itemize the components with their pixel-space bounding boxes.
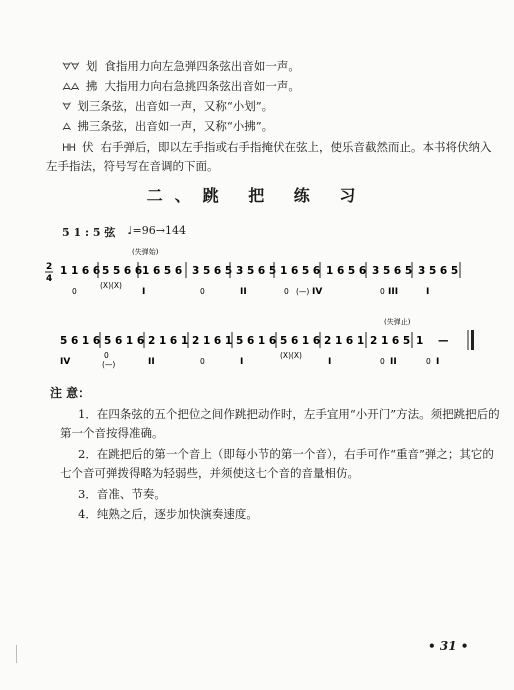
notes-title: 注 意： — [50, 386, 91, 400]
technique-desc: 拂三条弦，出音如一声，又称“小拂”。 — [77, 119, 274, 133]
position-mark: II — [240, 287, 247, 297]
technique-small-fu — [62, 118, 273, 134]
technique-desc: 大指用力向右急挑四条弦出音如一声。 — [104, 79, 300, 93]
measure-17: 2 1 6 5 — [370, 335, 411, 347]
position-mark: I — [426, 287, 430, 297]
annotation-start: (失弹始) — [132, 248, 159, 256]
page-number: • 31 • — [428, 639, 469, 653]
position-mark: I — [142, 287, 146, 297]
position-mark: I — [328, 357, 332, 367]
annotation-end: (失弹止) — [384, 318, 411, 326]
under-mark: 0 — [426, 357, 431, 366]
under-mark: (X)(X) — [280, 351, 302, 360]
tuning-label: 5 1 : 5 弦 — [62, 226, 116, 239]
technique-desc-cont: 左手指法，符号写在音调的下面。 — [46, 159, 219, 173]
note-3: 3．音准、节奏。 — [78, 487, 166, 501]
note-1-line-2: 第一个音按得准确。 — [60, 426, 164, 440]
measure-15: 5 6 1 6 — [280, 335, 321, 347]
under-mark: (—) — [102, 360, 116, 369]
position-mark: II — [390, 357, 397, 367]
note-2-line-2: 七个音可弹拨得略为轻弱些，并须使这七个音的音量相仿。 — [60, 466, 359, 480]
small-hua-symbol: ᗊ — [62, 102, 71, 113]
position-mark: II — [148, 357, 155, 367]
position-mark: IV — [312, 287, 323, 297]
hua-symbol: ᗊᗊ — [62, 62, 79, 73]
small-fu-symbol: ᗋ — [62, 122, 71, 133]
measure-2: 5 5 6 6 — [102, 265, 143, 277]
technique-name: 划 — [85, 59, 98, 73]
fu-brush-symbol: ᗋᗋ — [62, 82, 79, 93]
under-mark: 0 — [284, 287, 289, 296]
technique-fu-mute — [62, 139, 492, 155]
measure-8: 3 5 6 5 — [372, 265, 413, 277]
technique-fu-brush — [62, 78, 300, 94]
measure-11: 5 6 1 6 — [104, 335, 145, 347]
tempo-line — [62, 224, 186, 240]
measure-18: 1 — [416, 335, 424, 347]
under-mark: 0 — [200, 357, 205, 366]
position-mark: I — [436, 357, 440, 367]
measure-9: 3 5 6 5 — [418, 265, 459, 277]
measure-18-hold: — — [438, 335, 449, 347]
technique-small-hua — [62, 98, 273, 114]
note-4: 4．纯熟之后，逐步加快演奏速度。 — [78, 507, 258, 521]
final-bar-thick — [471, 330, 474, 350]
technique-desc: 食指用力向左急弹四条弦出音如一声。 — [104, 59, 300, 73]
measure-1: 1 1 6 6 — [60, 265, 101, 277]
score-row-2 — [40, 312, 480, 374]
note-2-line-1: 2．在跳把后的第一个音上（即每小节的第一个音），右手可作“重音”弹之；其它的 — [78, 447, 494, 461]
tempo-marking: ♩=96→144 — [127, 224, 186, 237]
measure-16: 2 1 6 1 — [324, 335, 365, 347]
technique-name: 伏 — [82, 140, 94, 154]
technique-hua — [62, 58, 300, 74]
time-signature-bottom: 4 — [46, 274, 53, 284]
under-mark: (X)(X) — [100, 281, 122, 290]
section-title: 二、跳 把 练 习 — [146, 186, 368, 205]
measure-7: 1 6 5 6 — [326, 265, 367, 277]
technique-name: 拂 — [85, 79, 98, 93]
measure-5: 3 5 6 5 — [236, 265, 277, 277]
note-1-line-1: 1．在四条弦的五个把位之间作跳把动作时，左手宜用“小开门”方法。须把跳把后的 — [78, 407, 500, 421]
measure-12: 2 1 6 1 — [148, 335, 189, 347]
under-mark: 0 — [104, 351, 109, 360]
technique-desc: 右手弹后，即以左手指或右手指掩伏在弦上，使乐音截然而止。本书将伏纳入 — [100, 140, 492, 154]
fu-mute-symbol: ᕼᕼ — [62, 143, 76, 154]
position-mark: IV — [60, 357, 71, 367]
scan-mark — [16, 645, 17, 663]
position-mark: I — [240, 357, 244, 367]
under-mark: 0 — [380, 287, 385, 296]
under-mark: (—) — [296, 287, 310, 296]
technique-desc: 划三条弦，出音如一声，又称“小划”。 — [77, 99, 274, 113]
measure-10: 5 6 1 6 — [60, 335, 101, 347]
score-row-1 — [40, 242, 480, 304]
under-mark: 0 — [72, 287, 77, 296]
measure-6: 1 6 5 6 — [280, 265, 321, 277]
measure-13: 2 1 6 1 — [192, 335, 233, 347]
time-signature-top: 2 — [46, 262, 53, 272]
measure-3: 1 6 5 6 — [142, 265, 183, 277]
under-mark: 0 — [200, 287, 205, 296]
measure-4: 3 5 6 5 — [192, 265, 233, 277]
measure-14: 5 6 1 6 — [236, 335, 277, 347]
position-mark: III — [388, 287, 399, 297]
under-mark: 0 — [380, 357, 385, 366]
